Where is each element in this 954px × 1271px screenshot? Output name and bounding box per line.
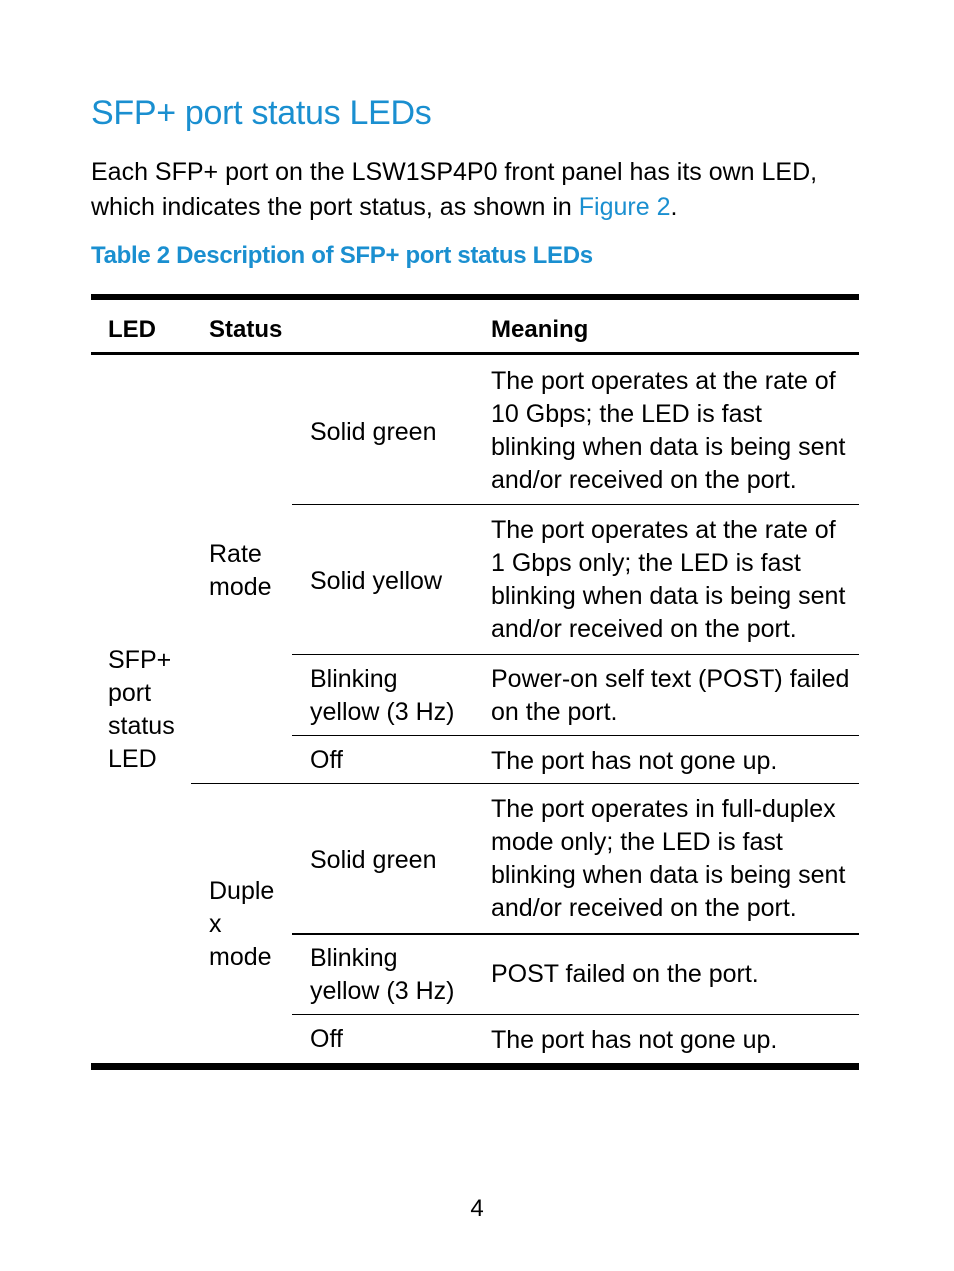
meaning-cell: The port has not gone up.	[491, 747, 778, 775]
status-cell: Off	[310, 746, 343, 774]
status-cell: Blinking yellow (3 Hz)	[310, 944, 455, 1005]
status-cell: Solid green	[310, 846, 437, 874]
meaning-cell: The port operates at the rate of 1 Gbps only; the LED is fast blinking when data is being sent and/or received on the port.	[491, 516, 846, 643]
header-meaning: Meaning	[491, 316, 589, 343]
intro-paragraph	[91, 155, 871, 225]
meaning-cell: The port operates in full-duplex mode only; the LED is fast blinking when data is being sent and/or received on the port.	[491, 795, 846, 922]
row-divider	[292, 504, 859, 505]
intro-text: Each SFP+ port on the LSW1SP4P0 front panel has its own LED, which indicates the port status, as shown in	[91, 158, 818, 221]
header-led: LED	[108, 316, 156, 343]
status-cell: Solid yellow	[310, 567, 443, 595]
section-heading: SFP+ port status LEDs	[91, 94, 432, 132]
header-status: Status	[209, 316, 283, 343]
table-caption: Table 2 Description of SFP+ port status LEDs	[91, 242, 593, 269]
status-cell: Off	[310, 1025, 343, 1053]
status-cell: Blinking yellow (3 Hz)	[310, 665, 455, 726]
duplex-mode-cell: Duple x mode	[209, 877, 275, 971]
figure-link[interactable]: Figure 2	[578, 193, 671, 221]
meaning-cell: Power-on self text (POST) failed on the port.	[491, 665, 850, 726]
meaning-cell: POST failed on the port.	[491, 960, 759, 988]
led-status-table	[91, 294, 859, 1070]
status-cell: Solid green	[310, 418, 437, 446]
row-divider	[292, 654, 859, 655]
row-divider	[292, 735, 859, 736]
led-name-cell: SFP+ port status LED	[108, 646, 175, 773]
intro-text-end: .	[670, 193, 678, 221]
row-divider	[292, 933, 859, 935]
meaning-cell: The port operates at the rate of 10 Gbps; the LED is fast blinking when data is being sent and/or received on the port.	[491, 367, 846, 494]
row-divider	[292, 1014, 859, 1015]
rate-mode-cell: Rate mode	[209, 540, 272, 601]
header-bottom-rule	[91, 352, 859, 355]
table-top-rule	[91, 294, 859, 300]
group-divider	[191, 783, 859, 784]
page-number: 4	[470, 1195, 484, 1222]
table-bottom-rule	[91, 1063, 859, 1070]
meaning-cell: The port has not gone up.	[491, 1026, 778, 1054]
